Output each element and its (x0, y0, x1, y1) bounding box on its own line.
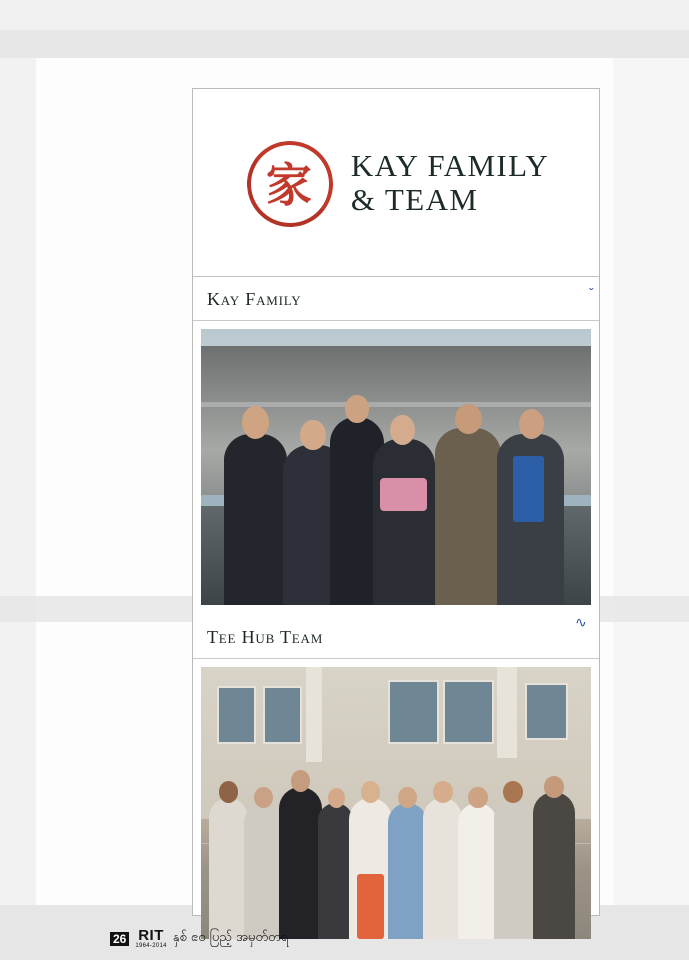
photo-person-head (455, 404, 482, 434)
photo2-person (458, 803, 497, 939)
photo-person (224, 434, 286, 605)
section-kay-family (193, 277, 599, 615)
card-header (193, 89, 599, 277)
photo-tee-hub-team (201, 667, 591, 939)
photo2-person-head (503, 781, 523, 803)
scan-band-left (0, 58, 36, 905)
photo2-person (423, 798, 462, 939)
rit-logo (135, 928, 166, 949)
photo2-person (318, 803, 353, 939)
photo-person (373, 439, 435, 605)
rit-wordmark: RIT (138, 927, 164, 944)
footer-burmese-text: နှစ် ၕ၀ ပြည့် အမှတ်တရ (172, 930, 289, 945)
photo2-window (217, 686, 256, 744)
photo-person-accent (380, 478, 427, 511)
photo2-person-head (468, 787, 488, 809)
photo-person-head (345, 395, 368, 423)
photo2-person (279, 787, 322, 939)
photo2-person-head (433, 781, 453, 803)
photo2-window (263, 686, 302, 744)
photo-person (435, 428, 501, 605)
photo2-person-accent (357, 874, 384, 939)
photo2-person (494, 798, 533, 939)
photo2-person (388, 803, 427, 939)
photo2-window (525, 683, 568, 741)
logo-wordmark (351, 149, 549, 216)
scan-band-top (0, 0, 689, 30)
photo2-person-head (219, 781, 239, 803)
photo-person-head (300, 420, 325, 450)
annotation-mark-2: ∿ (575, 614, 587, 630)
photo-wrap-kay-family (193, 321, 599, 615)
scan-band-right (613, 58, 689, 905)
photo2-pillar (497, 667, 517, 758)
logo-wordmark-line2: & TEAM (350, 181, 479, 217)
logo-wordmark-line1: KAY FAMILY (350, 148, 550, 184)
photo2-person (533, 792, 576, 939)
section-title-kay-family: Kay Family (193, 277, 599, 321)
section-tee-hub-team (193, 615, 599, 949)
leaflet-card (192, 88, 600, 916)
photo2-person-head (291, 770, 311, 792)
photo2-person-head (544, 776, 564, 798)
page-number: 26 (110, 932, 129, 946)
page-footer (110, 928, 288, 949)
annotation-mark-1: ˇ (589, 285, 594, 301)
scan-band-top-secondary (0, 30, 689, 58)
photo2-window (388, 680, 439, 744)
section-title-tee-hub-team: Tee Hub Team (193, 615, 599, 659)
photo2-pillar (306, 667, 322, 762)
seal-glyph: 家 (265, 157, 310, 212)
photo2-person (244, 803, 283, 939)
photo-wrap-tee-hub-team (193, 659, 599, 949)
photo-kay-family (201, 329, 591, 605)
photo2-window (443, 680, 494, 744)
kay-seal-icon (243, 137, 335, 229)
photo-person-accent (513, 456, 544, 522)
rit-years: 1964-2014 (135, 943, 167, 949)
photo2-person (209, 798, 248, 939)
